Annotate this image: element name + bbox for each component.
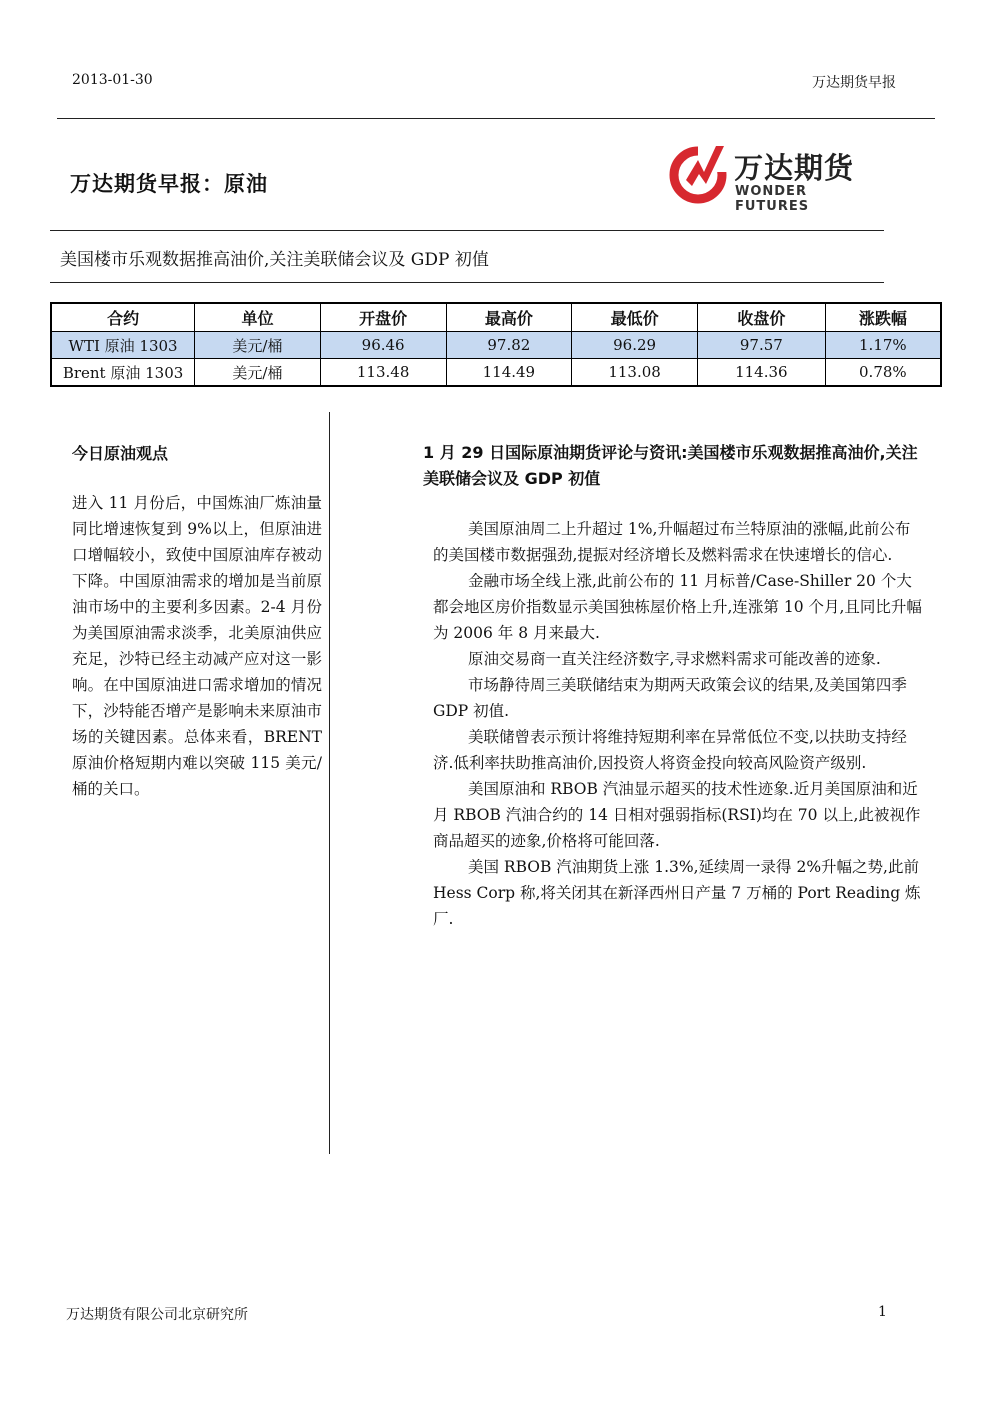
table-cell: 0.78% <box>825 359 941 387</box>
subtitle-bottom-rule <box>50 282 884 283</box>
table-row <box>51 332 941 359</box>
news-paragraph: 美联储曾表示预计将维持短期利率在异常低位不变,以扶助支持经济.低利率扶助推高油价,因投资人将资金投向较高风险资产级别. <box>433 728 907 772</box>
report-subtitle: 美国楼市乐观数据推高油价,关注美联储会议及 GDP 初值 <box>60 250 489 270</box>
table-cell: 美元/桶 <box>195 359 321 387</box>
column-header: 涨跌幅 <box>825 303 941 332</box>
news-paragraph: 金融市场全线上涨,此前公布的 11 月标普/Case-Shiller 20 个大都会地区房价指数显示美国独栋屋价格上升,连涨第 10 个月,且同比升幅为 2006 年 8 月来最大. <box>433 572 922 642</box>
column-header: 最低价 <box>572 303 698 332</box>
table-cell: 114.36 <box>697 359 825 387</box>
table-cell: WTI 原油 1303 <box>51 332 195 359</box>
company-logo <box>668 142 878 214</box>
logo-name-en: WONDER FUTURES <box>735 184 810 214</box>
news-paragraph: 美国原油周二上升超过 1%,升幅超过布兰特原油的涨幅,此前公布的美国楼市数据强劲,提振对经济增长及燃料需求在快速增长的信心. <box>433 520 911 564</box>
table-cell: 97.82 <box>446 332 572 359</box>
news-paragraph: 市场静待周三美联储结束为期两天政策会议的结果,及美国第四季 GDP 初值. <box>433 676 907 720</box>
left-column-heading: 今日原油观点 <box>72 444 169 463</box>
table-header-row <box>51 303 941 332</box>
table-cell: 113.48 <box>320 359 446 387</box>
right-column-heading: 1 月 29 日国际原油期货评论与资讯:美国楼市乐观数据推高油价,关注美联储会议及 GDP 初值 <box>423 443 918 488</box>
subtitle-top-rule <box>50 230 884 231</box>
quote-table <box>50 302 942 387</box>
column-header: 最高价 <box>446 303 572 332</box>
table-cell: 96.46 <box>320 332 446 359</box>
page-number: 1 <box>878 1304 887 1320</box>
table-cell: 1.17% <box>825 332 941 359</box>
footer-organization: 万达期货有限公司北京研究所 <box>66 1307 248 1323</box>
table-cell: 114.49 <box>446 359 572 387</box>
column-divider <box>329 412 330 1154</box>
table-cell: 美元/桶 <box>195 332 321 359</box>
table-row <box>51 359 941 387</box>
logo-name-cn: 万达期货 <box>734 151 855 185</box>
column-header: 单位 <box>195 303 321 332</box>
column-header: 收盘价 <box>697 303 825 332</box>
news-paragraph: 美国原油和 RBOB 汽油显示超买的技术性迹象.近月美国原油和近月 RBOB 汽油合约的 14 日相对强弱指标(RSI)均在 70 以上,此被视作商品超买的迹象,价格将可能回落. <box>433 780 921 850</box>
column-header: 合约 <box>51 303 195 332</box>
left-column-body: 进入 11 月份后，中国炼油厂炼油量同比增速恢复到 9%以上，但原油进口增幅较小，致使中国原油库存被动下降。中国原油需求的增加是当前原油市场中的主要利多因素。2-4 月份为美国原油需求淡季，北美原油供应充足，沙特已经主动减产应对这一影响。在中国原油进口需求增加的情况下，沙特能否增产是影响未来原油市场的关键因素。总体来看，BRENT 原油价格短期内难以突破 115 美元/桶的关口。 <box>72 494 322 798</box>
table-cell: 96.29 <box>572 332 698 359</box>
table-cell: Brent 原油 1303 <box>51 359 195 387</box>
header-date: 2013-01-30 <box>72 72 153 88</box>
news-paragraph: 原油交易商一直关注经济数字,寻求燃料需求可能改善的迹象. <box>468 650 881 668</box>
column-header: 开盘价 <box>320 303 446 332</box>
page-title: 万达期货早报：原油 <box>70 172 268 196</box>
header-publication: 万达期货早报 <box>812 75 896 91</box>
table-cell: 113.08 <box>572 359 698 387</box>
table-cell: 97.57 <box>697 332 825 359</box>
right-column-body <box>433 516 925 932</box>
header-divider <box>57 118 935 119</box>
logo-mark-icon <box>668 142 728 204</box>
news-paragraph: 美国 RBOB 汽油期货上涨 1.3%,延续周一录得 2%升幅之势,此前 Hess Corp 称,将关闭其在新泽西州日产量 7 万桶的 Port Reading 炼厂. <box>433 858 921 928</box>
